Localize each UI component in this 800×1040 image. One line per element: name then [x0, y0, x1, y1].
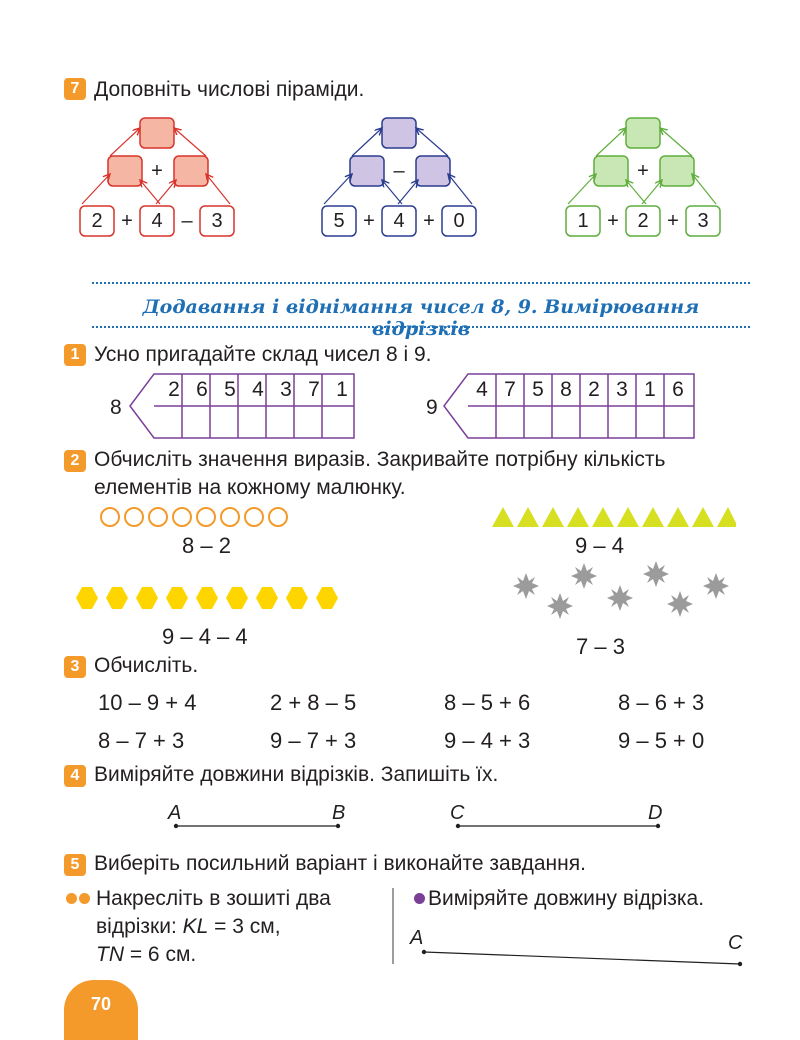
- segment-name: KL: [182, 915, 209, 938]
- divider: [392, 888, 394, 964]
- pyramid-operator: +: [151, 160, 163, 182]
- table-cell: 1: [336, 378, 348, 401]
- pyramid-operator: –: [393, 160, 405, 182]
- point-label: C: [728, 932, 743, 954]
- option-a-line1: Накресліть в зошиті два: [96, 887, 331, 910]
- pyramid-operator: +: [637, 160, 649, 182]
- point-label: A: [168, 802, 182, 824]
- pyramid-operator: +: [121, 210, 133, 232]
- table-cell: 6: [672, 378, 684, 401]
- triangles-illustration: [490, 505, 736, 529]
- pyramid-bottom-number: 0: [453, 210, 465, 232]
- number-label: 9: [426, 396, 438, 419]
- math-expression: 9 – 4 + 3: [444, 728, 531, 753]
- pyramid-middle-cell[interactable]: [350, 156, 384, 186]
- math-expression: 10 – 9 + 4: [98, 690, 197, 715]
- math-expression: 9 – 5 + 0: [618, 728, 705, 753]
- table-cell: 7: [504, 378, 516, 401]
- task-1-text: Усно пригадайте склад чисел 8 і 9.: [94, 343, 432, 366]
- task-5-text: Виберіть посильний варіант і виконайте завдання.: [94, 852, 586, 875]
- pyramid-operator: +: [607, 210, 619, 232]
- expression: 7 – 3: [576, 634, 625, 659]
- pyramid-bottom-number: 2: [91, 210, 103, 232]
- option-b-text: Виміряйте довжину відрізка.: [428, 887, 705, 910]
- pyramid-bottom-number: 5: [333, 210, 345, 232]
- pyramid-middle-cell[interactable]: [660, 156, 694, 186]
- pyramid-operator: +: [363, 210, 375, 232]
- expression: 9 – 4: [575, 533, 624, 558]
- pyramid-bottom-number: 4: [393, 210, 405, 232]
- option-a-text: = 6 см.: [124, 943, 197, 966]
- pyramid-middle-cell[interactable]: [416, 156, 450, 186]
- table-cell: 7: [308, 378, 320, 401]
- number-label: 8: [110, 396, 122, 419]
- segment-name: TN: [96, 943, 124, 966]
- task-number-badge: 1: [64, 344, 86, 366]
- hexagons-illustration: [70, 585, 342, 611]
- math-expression: 8 – 5 + 6: [444, 690, 531, 715]
- math-expression: 8 – 6 + 3: [618, 690, 705, 715]
- task-number-badge: 7: [64, 78, 86, 100]
- circles-illustration: [100, 505, 300, 529]
- section-title: Додавання і віднімання чисел 8, 9. Вимірювання відрізків: [142, 296, 700, 340]
- difficulty-dot-icon: [79, 893, 90, 904]
- task-3-text: Обчисліть.: [94, 654, 199, 677]
- expression: 9 – 4 – 4: [162, 624, 248, 649]
- math-expression: 2 + 8 – 5: [270, 690, 357, 715]
- table-cell: 8: [560, 378, 572, 401]
- task-number-badge: 2: [64, 450, 86, 472]
- table-cell: 1: [644, 378, 656, 401]
- task-number-badge: 5: [64, 854, 86, 876]
- pyramid-operator: –: [181, 210, 193, 232]
- pyramid-operator: +: [423, 210, 435, 232]
- point-label: D: [648, 802, 663, 824]
- expression: 8 – 2: [182, 533, 231, 558]
- pyramid-top-cell[interactable]: [382, 118, 416, 148]
- pyramid-top-cell[interactable]: [140, 118, 174, 148]
- table-cell: 6: [196, 378, 208, 401]
- pyramid-top-cell[interactable]: [626, 118, 660, 148]
- pyramid-middle-cell[interactable]: [108, 156, 142, 186]
- pyramid-bottom-number: 3: [697, 210, 709, 232]
- math-expression: 8 – 7 + 3: [98, 728, 185, 753]
- pyramid-bottom-number: 1: [577, 210, 589, 232]
- line-segments: [170, 820, 670, 832]
- pyramid-bottom-number: 4: [151, 210, 163, 232]
- difficulty-dot-icon: [414, 893, 425, 904]
- stars-illustration: [510, 560, 734, 624]
- difficulty-dot-icon: [66, 893, 77, 904]
- table-cell: 5: [532, 378, 544, 401]
- math-expression: 9 – 7 + 3: [270, 728, 357, 753]
- dotted-separator: [92, 282, 750, 284]
- task-2-text-line1: Обчисліть значення виразів. Закривайте потрібну кількість: [94, 448, 666, 471]
- pyramid-middle-cell[interactable]: [174, 156, 208, 186]
- dotted-separator: [92, 326, 750, 328]
- task-number-badge: 4: [64, 765, 86, 787]
- table-cell: 4: [476, 378, 488, 401]
- table-cell: 2: [168, 378, 180, 401]
- table-cell: 2: [588, 378, 600, 401]
- task-2-text-line2: елементів на кожному малюнку.: [94, 476, 406, 499]
- task-number-badge: 3: [64, 656, 86, 678]
- pyramid-bottom-number: 2: [637, 210, 649, 232]
- task-4-text: Виміряйте довжини відрізків. Запишіть їх.: [94, 763, 499, 786]
- point-label: B: [332, 802, 346, 824]
- pyramid-bottom-number: 3: [211, 210, 223, 232]
- option-a-text: = 3 см,: [208, 915, 281, 938]
- pyramid-operator: +: [667, 210, 679, 232]
- pyramid-middle-cell[interactable]: [594, 156, 628, 186]
- option-a-line2: [96, 915, 281, 939]
- point-label: A: [410, 927, 424, 949]
- table-cell: 4: [252, 378, 264, 401]
- page-number: 70: [64, 980, 138, 1040]
- point-label: C: [450, 802, 465, 824]
- table-cell: 5: [224, 378, 236, 401]
- task-7-text: Доповніть числові піраміди.: [94, 78, 365, 101]
- option-a-line3: [96, 943, 196, 967]
- option-a-text: відрізки:: [96, 915, 183, 938]
- line-segment-ac: [418, 948, 748, 968]
- table-cell: 3: [616, 378, 628, 401]
- table-cell: 3: [280, 378, 292, 401]
